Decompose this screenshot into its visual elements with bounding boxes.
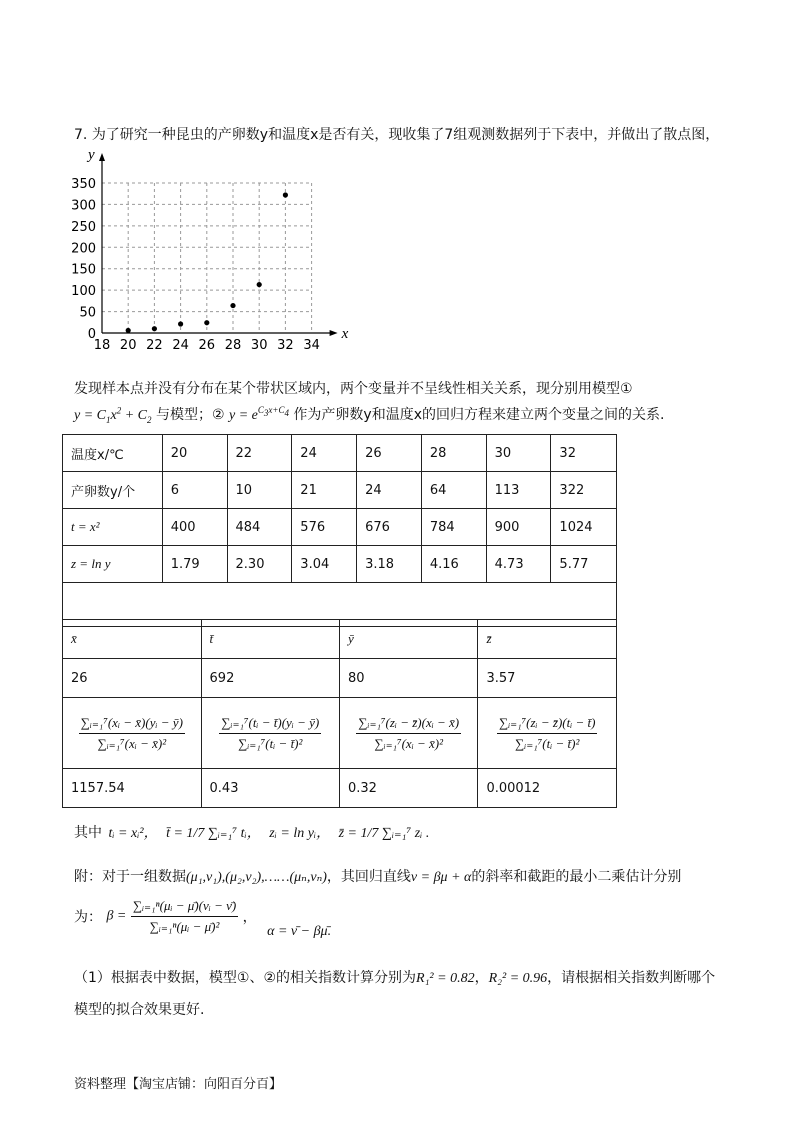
stats-formula-row	[63, 698, 617, 769]
table-cell: 21	[292, 472, 357, 509]
beta-comma: ，	[242, 909, 257, 926]
statistics-table	[62, 619, 617, 808]
table-cell: 676	[357, 509, 422, 546]
x-axis-label: x	[341, 326, 349, 342]
stats-header-cell: z̄	[478, 620, 617, 659]
x-tick-label: 20	[119, 338, 137, 353]
question-1-text-b: ，请根据相关指数判断哪个	[547, 970, 716, 986]
stats-formula-cell	[63, 698, 202, 769]
y-axis-arrow	[99, 153, 105, 161]
table-cell: 4.73	[486, 546, 551, 583]
table-cell: 784	[421, 509, 486, 546]
t-definition: tᵢ = xᵢ²，	[108, 826, 158, 841]
table-cell: 1.79	[162, 546, 227, 583]
data-point	[152, 326, 157, 331]
data-point	[283, 192, 288, 197]
question-1-sep: ，	[474, 970, 489, 986]
appendix-text-a: 附：对于一组数据	[74, 869, 186, 885]
formula-numerator: ∑ᵢ₌₁⁷(zᵢ − z̄)(tᵢ − t̄)	[497, 715, 598, 734]
paragraph-line-2	[74, 404, 664, 425]
stats-formula-cell	[201, 698, 339, 769]
table-cell: 24	[357, 472, 422, 509]
y-tick-label: 300	[71, 198, 96, 214]
model-text-b: 作为产卵数y和温度x的回归方程来建立两个变量之间的关系.	[293, 407, 665, 423]
table-cell: 113	[486, 472, 551, 509]
table-cell: 3.18	[357, 546, 422, 583]
data-point	[230, 303, 235, 308]
table-cell: 6	[162, 472, 227, 509]
appendix-text-c: 的斜率和截距的最小二乘估计分别	[471, 869, 682, 885]
data-point	[178, 321, 183, 326]
stats-formula-cell	[339, 698, 477, 769]
formula-numerator: ∑ᵢ₌₁⁷(tᵢ − t̄)(yᵢ − ȳ)	[219, 715, 321, 734]
table-cell: 3.04	[292, 546, 357, 583]
beta-numerator: ∑ᵢ₌₁ⁿ(μᵢ − μ̄)(νᵢ − ν̄)	[131, 898, 238, 917]
table-cell: 28	[421, 435, 486, 472]
table-cell: 2.30	[227, 546, 292, 583]
beta-fraction	[131, 898, 238, 935]
table-row-header: 温度x/℃	[63, 435, 163, 472]
stats-formula-cell	[478, 698, 617, 769]
stats-mean-cell: 26	[63, 659, 202, 698]
formula-denominator: ∑ᵢ₌₁⁷(tᵢ − t̄)²	[515, 735, 580, 751]
stats-value-cell: 1157.54	[63, 769, 202, 808]
question-1-line-2: 模型的拟合效果更好.	[74, 1002, 205, 1018]
stats-header-row	[63, 620, 617, 659]
r1-value: R₁² = 0.82	[416, 971, 475, 986]
stats-header-cell: ȳ	[339, 620, 477, 659]
table-cell: 484	[227, 509, 292, 546]
t-mean-definition: t̄ = 1/7 ∑ᵢ₌₁⁷ tᵢ，	[166, 826, 261, 841]
appendix-wei: 为：	[74, 909, 102, 926]
y-tick-label: 150	[71, 262, 96, 278]
table-cell: 20	[162, 435, 227, 472]
stats-mean-cell: 3.57	[478, 659, 617, 698]
z-mean-definition: z̄ = 1/7 ∑ᵢ₌₁⁷ zᵢ .	[338, 826, 430, 841]
data-point	[257, 282, 262, 287]
scatter-chart	[71, 145, 349, 355]
table-row-header: z = ln y	[63, 546, 163, 583]
table-cell: 32	[551, 435, 617, 472]
table-cell: 322	[551, 472, 617, 509]
x-tick-label: 32	[277, 338, 294, 353]
x-tick-label: 30	[250, 338, 268, 353]
stats-value-cell: 0.43	[201, 769, 339, 808]
stats-mean-cell: 692	[201, 659, 339, 698]
y-tick-label: 0	[87, 327, 96, 342]
table-cell: 22	[227, 435, 292, 472]
appendix-line-1	[74, 866, 681, 886]
appendix-data-pairs: (μ₁,ν₁),(μ₂,ν₂),……(μₙ,νₙ)	[186, 870, 327, 885]
table-row	[63, 435, 617, 472]
table-row	[63, 509, 617, 546]
model-2-formula: $y = e^{C_3x+C_4}$	[228, 405, 289, 423]
y-tick-label: 250	[71, 219, 96, 235]
regression-line-equation: ν = βμ + α	[410, 870, 472, 885]
question-1-text-a: （1）根据表中数据，模型①、②的相关指数计算分别为	[74, 970, 417, 986]
x-tick-label: 24	[172, 338, 189, 353]
table-cell: 64	[421, 472, 486, 509]
table-row-header: 产卵数y/个	[63, 472, 163, 509]
stats-header-cell: x̄	[63, 620, 202, 659]
appendix-line-2	[74, 898, 331, 940]
table-cell: 10	[227, 472, 292, 509]
chart-axes	[86, 147, 349, 342]
question-1-line-1	[74, 967, 715, 987]
table-cell: 900	[486, 509, 551, 546]
table-row	[63, 472, 617, 509]
data-table	[62, 434, 617, 627]
table-cell: 30	[486, 435, 551, 472]
stats-value-cell: 0.32	[339, 769, 477, 808]
formula-fraction	[356, 715, 461, 752]
y-tick-label: 200	[71, 241, 96, 257]
x-axis-arrow	[330, 330, 338, 336]
formula-fraction	[219, 715, 321, 752]
footer-source: 资料整理【淘宝店铺：向阳百分百】	[74, 1077, 283, 1092]
table-row-header: t = x²	[63, 509, 163, 546]
table-cell: 26	[357, 435, 422, 472]
x-tick-label: 34	[303, 338, 320, 353]
formula-fraction	[79, 715, 185, 752]
chart-grid	[102, 183, 312, 333]
data-point	[204, 320, 209, 325]
table-row	[63, 546, 617, 583]
problem-intro-text: 为了研究一种昆虫的产卵数y和温度x是否有关，现收集了7组观测数据列于下表中，并做出了散点图，	[91, 127, 720, 143]
stats-header-cell: t̄	[201, 620, 339, 659]
alpha-formula: α = ν̄ − βμ̄.	[267, 923, 332, 939]
table-cell: 1024	[551, 509, 617, 546]
table-cell: 5.77	[551, 546, 617, 583]
table-cell: 24	[292, 435, 357, 472]
stats-means-row	[63, 659, 617, 698]
formula-denominator: ∑ᵢ₌₁⁷(xᵢ − x̄)²	[374, 735, 444, 751]
problem-number: 7.	[74, 127, 88, 143]
x-tick-label: 26	[198, 338, 216, 353]
stats-mean-cell: 80	[339, 659, 477, 698]
x-tick-label: 22	[146, 338, 163, 353]
y-tick-label: 100	[71, 284, 96, 300]
z-definition: zᵢ = ln yᵢ，	[269, 826, 331, 841]
definitions-line	[74, 822, 429, 842]
y-axis-label: y	[88, 147, 95, 163]
y-tick-label: 350	[71, 176, 96, 192]
formula-denominator: ∑ᵢ₌₁⁷(tᵢ − t̄)²	[238, 735, 303, 751]
problem-intro-line	[74, 124, 719, 144]
data-point	[126, 328, 131, 333]
stats-value-cell: 0.00012	[478, 769, 617, 808]
formula-fraction	[497, 715, 598, 752]
formula-denominator: ∑ᵢ₌₁⁷(xᵢ − x̄)²	[97, 735, 167, 751]
formula-numerator: ∑ᵢ₌₁⁷(xᵢ − x̄)(yᵢ − ȳ)	[79, 715, 185, 734]
stats-values-row	[63, 769, 617, 808]
x-tick-label: 28	[224, 338, 242, 353]
beta-denominator: ∑ᵢ₌₁ⁿ(μᵢ − μ̄)²	[149, 919, 220, 934]
appendix-text-b: ，其回归直线	[326, 869, 411, 885]
formula-numerator: ∑ᵢ₌₁⁷(zᵢ − z̄)(xᵢ − x̄)	[356, 715, 461, 734]
table-cell: 576	[292, 509, 357, 546]
chart-tick-labels	[71, 177, 320, 353]
model-text-a: 与模型；②	[155, 407, 225, 423]
r2-value: R₂² = 0.96	[488, 971, 548, 986]
definitions-prefix: 其中	[74, 825, 102, 841]
x-tick-label: 18	[93, 338, 111, 353]
paragraph-line-1: 发现样本点并没有分布在某个带状区域内，两个变量并不呈线性相关关系，现分别用模型①	[74, 381, 633, 397]
table-cell: 4.16	[421, 546, 486, 583]
y-tick-label: 50	[79, 305, 96, 321]
table-cell: 400	[162, 509, 227, 546]
model-1-formula: $y = C_1x^2 + C_2$	[74, 405, 152, 425]
beta-lhs: β =	[106, 908, 127, 924]
